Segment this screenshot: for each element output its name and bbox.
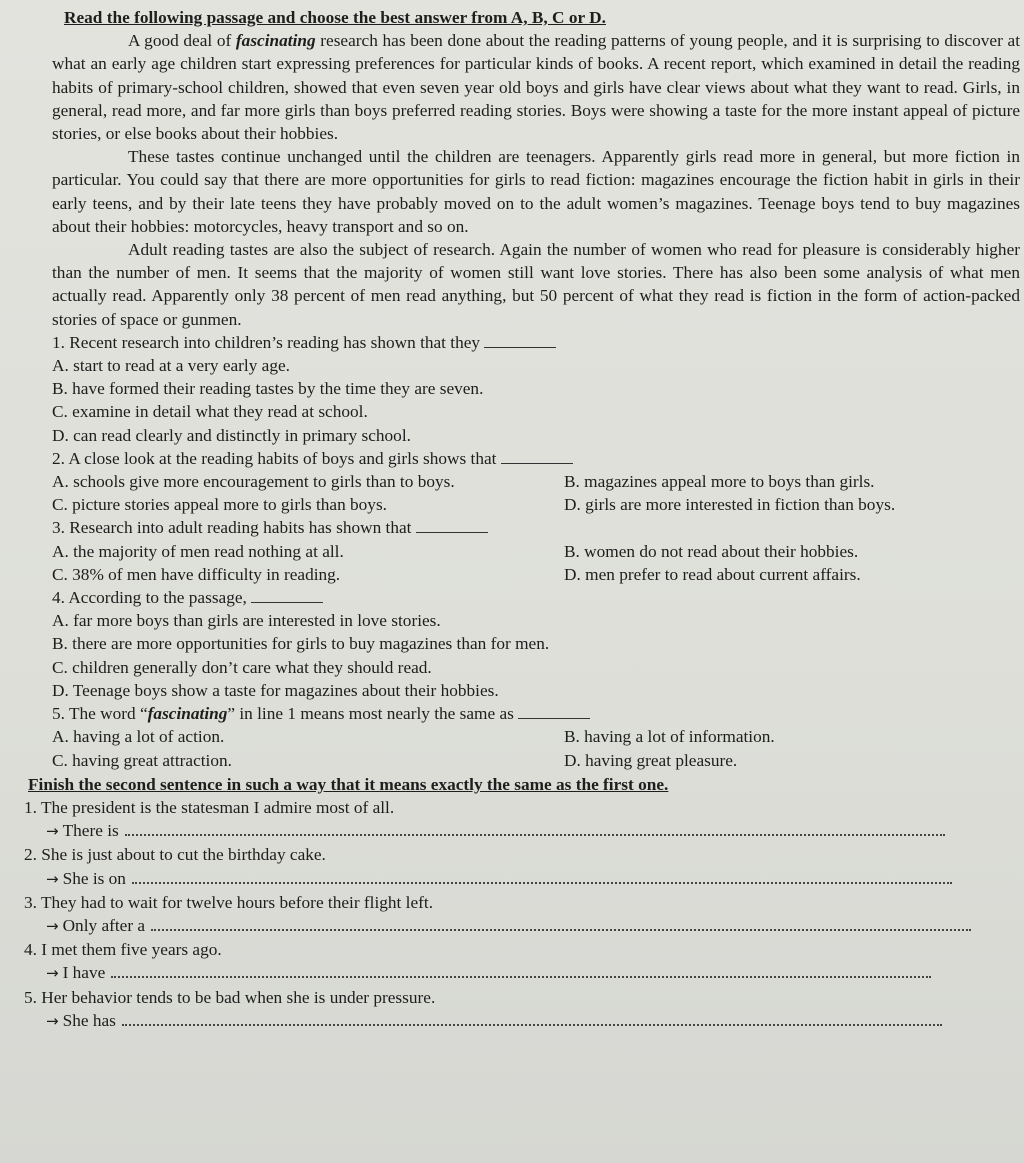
arrow-icon: →: [46, 1011, 59, 1030]
rewrite-lead-3: Only after a: [62, 915, 146, 935]
q5-option-c[interactable]: C. having great attraction.: [52, 750, 232, 770]
rewrite-sentence-5: 5. Her behavior tends to be bad when she is under pressure.: [24, 987, 436, 1007]
q2-option-a[interactable]: A. schools give more encouragement to girls than to boys.: [52, 472, 455, 492]
q5-option-b[interactable]: B. having a lot of information.: [564, 727, 775, 747]
question-1: [52, 331, 1020, 447]
question-5: [52, 702, 1020, 772]
q2-option-d[interactable]: D. girls are more interested in fiction than boys.: [564, 495, 896, 515]
question-5-stem: [52, 704, 514, 723]
answer-line-3[interactable]: [151, 915, 971, 931]
rewrite-sentence-3: 3. They had to wait for twelve hours before their flight left.: [24, 892, 434, 912]
q3-option-d[interactable]: D. men prefer to read about current affairs.: [564, 564, 861, 584]
q4-option-a[interactable]: A. far more boys than girls are interested in love stories.: [52, 611, 441, 631]
question-4-stem: 4. According to the passage,: [52, 588, 247, 608]
q1-option-a[interactable]: A. start to read at a very early age.: [52, 356, 290, 376]
question-3: [52, 516, 1020, 586]
q5-option-a[interactable]: A. having a lot of action.: [52, 727, 225, 747]
passage-p1-start: A good deal of: [128, 31, 236, 51]
q2-option-c[interactable]: C. picture stories appeal more to girls than boys.: [52, 495, 387, 515]
question-1-stem: 1. Recent research into children’s reading has shown that they: [52, 332, 481, 352]
rewrite-item-2: [24, 843, 1020, 890]
rewrite-sentence-4: 4. I met them five years ago.: [24, 940, 222, 960]
q1-option-d[interactable]: D. can read clearly and distinctly in primary school.: [52, 425, 411, 445]
passage-paragraph-1: [52, 29, 1020, 145]
q1-option-c[interactable]: C. examine in detail what they read at school.: [52, 402, 368, 422]
question-5-stem-end: ” in line 1 means most nearly the same as: [227, 704, 514, 724]
keyword-fascinating: fascinating: [147, 704, 228, 724]
rewrite-sentence-2: 2. She is just about to cut the birthday cake.: [24, 845, 326, 865]
answer-blank[interactable]: [501, 448, 573, 464]
rewrite-lead-1: There is: [62, 821, 119, 841]
q3-option-b[interactable]: B. women do not read about their hobbies.: [564, 541, 859, 561]
rewrite-lead-4: I have: [62, 963, 106, 983]
question-3-stem: 3. Research into adult reading habits has shown that: [52, 518, 412, 538]
rewrite-lead-5: She has: [62, 1010, 116, 1030]
answer-line-4[interactable]: [111, 962, 931, 978]
answer-blank[interactable]: [251, 587, 323, 603]
question-4: [52, 586, 1020, 702]
rewrite-item-3: [24, 891, 1020, 938]
passage-paragraph-2: These tastes continue unchanged until the children are teenagers. Apparently girls read more in general, but more fiction in particular. You could say that there are more opportunities for girls to read fiction: magazines encourage the fiction habit in girls in their early teens, and by their late teens they have probably moved on to the adult women’s magazines. Teenage boys tend to buy magazines about their hobbies: motorcycles, heavy transport and so on.: [52, 147, 1020, 236]
answer-line-1[interactable]: [125, 820, 945, 836]
question-5-stem-start: 5. The word “: [52, 704, 148, 724]
q3-option-c[interactable]: C. 38% of men have difficulty in reading.: [52, 564, 341, 584]
question-2-stem: 2. A close look at the reading habits of boys and girls shows that: [52, 448, 497, 468]
q4-option-c[interactable]: C. children generally don’t care what they should read.: [52, 657, 432, 677]
answer-blank[interactable]: [518, 703, 590, 719]
rewrite-item-4: [24, 938, 1020, 985]
worksheet-content: [24, 6, 1020, 1033]
question-2: [52, 447, 1020, 517]
reading-section-heading: Read the following passage and choose the best answer from A, B, C or D.: [64, 8, 606, 27]
q4-option-b[interactable]: B. there are more opportunities for girls to buy magazines than for men.: [52, 634, 550, 654]
answer-line-2[interactable]: [132, 868, 952, 884]
q1-option-b[interactable]: B. have formed their reading tastes by the time they are seven.: [52, 379, 484, 399]
q5-option-d[interactable]: D. having great pleasure.: [564, 750, 738, 770]
keyword-fascinating: fascinating: [235, 31, 316, 51]
arrow-icon: →: [46, 916, 59, 935]
passage-paragraph-3: Adult reading tastes are also the subject of research. Again the number of women who read for pleasure is considerably higher than the number of men. It seems that the majority of women still want love stories. There has also been some analysis of what men actually read. Apparently only 38 percent of men read anything, but 50 percent of what they read is fiction in the form of action-packed stories of space or gunmen.: [52, 240, 1020, 329]
answer-blank[interactable]: [416, 517, 488, 533]
rewrite-item-1: [24, 796, 1020, 843]
answer-blank[interactable]: [484, 332, 556, 348]
arrow-icon: →: [46, 869, 59, 888]
answer-line-5[interactable]: [122, 1010, 942, 1026]
rewrite-sentence-1: 1. The president is the statesman I admire most of all.: [24, 797, 395, 817]
rewrite-item-5: [24, 986, 1020, 1033]
rewrite-lead-2: She is on: [62, 868, 126, 888]
arrow-icon: →: [46, 964, 59, 983]
q3-option-a[interactable]: A. the majority of men read nothing at all.: [52, 541, 344, 561]
passage-p1-rest: research has been done about the reading patterns of young people, and it is surprising to discover at what an early age children start expressing preferences for particular kinds of books. A recent report, which examined in detail the reading habits of primary-school children, showed that even seven year old boys and girls have clear views about what they want to read. Girls, in general, read more, and far more girls than boys preferred reading stories. Boys were showing a taste for the more instant appeal of picture stories, or else books about their hobbies.: [52, 31, 1020, 144]
q4-option-d[interactable]: D. Teenage boys show a taste for magazines about their hobbies.: [52, 680, 499, 700]
q2-option-b[interactable]: B. magazines appeal more to boys than girls.: [564, 472, 875, 492]
rewrite-section-heading: Finish the second sentence in such a way that it means exactly the same as the first one.: [28, 774, 669, 794]
arrow-icon: →: [46, 822, 59, 841]
